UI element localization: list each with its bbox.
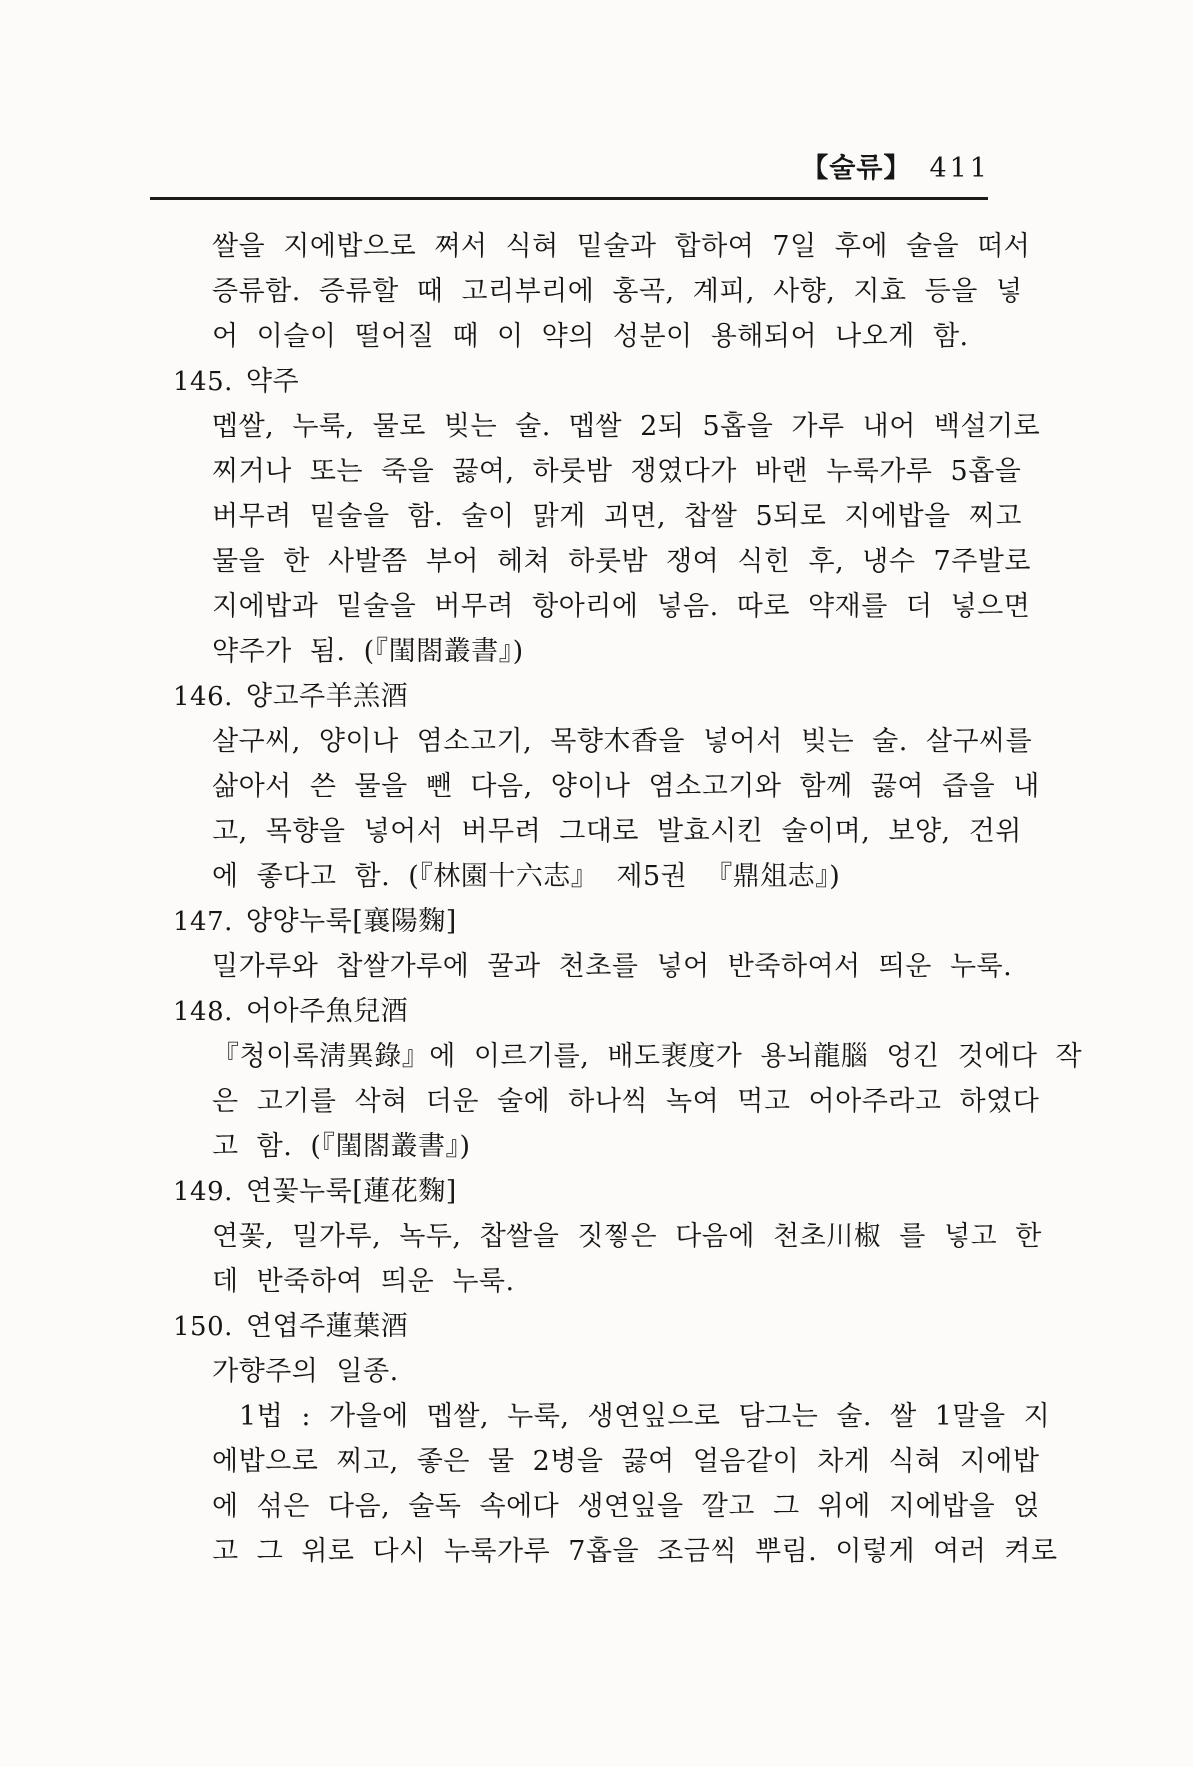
text-line: 에 섞은 다음, 술독 속에다 생연잎을 깔고 그 위에 지에밥을 얹 <box>212 1491 1040 1522</box>
entry-title: 연꽃누룩[蓮花麴] <box>245 1176 457 1207</box>
text-line: 약주가 됨. (『閨閤叢書』) <box>212 636 524 667</box>
text-line: 버무려 밑술을 함. 술이 맑게 괴면, 찹쌀 5되로 지에밥을 찌고 <box>212 501 1022 532</box>
text-line: 고 그 위로 다시 누룩가루 7홉을 조금씩 뿌림. 이렇게 여러 켜로 <box>212 1536 1058 1567</box>
text-line: 살구씨, 양이나 염소고기, 목향木香을 넣어서 빚는 술. 살구씨를 <box>212 726 1033 757</box>
entry-number: 149. <box>173 1177 233 1207</box>
text-line: 멥쌀, 누룩, 물로 빚는 술. 멥쌀 2되 5홉을 가루 내어 백설기로 <box>212 411 1041 442</box>
page-body <box>173 224 1083 1574</box>
entry-title: 어아주魚兒酒 <box>245 996 409 1027</box>
text-line: 물을 한 사발쯤 부어 헤쳐 하룻밤 쟁여 식힌 후, 냉수 7주발로 <box>212 546 1031 577</box>
text-line: 증류함. 증류할 때 고리부리에 홍곡, 계피, 사향, 지효 등을 넣 <box>212 276 1023 307</box>
text-line: 삶아서 쓴 물을 뺀 다음, 양이나 염소고기와 함께 끓여 즙을 내 <box>212 771 1040 802</box>
entry-number: 145. <box>173 367 233 397</box>
text-line: 지에밥과 밑술을 버무려 항아리에 넣음. 따로 약재를 더 넣으면 <box>212 591 1031 622</box>
text-line: 가향주의 일종. <box>212 1356 399 1387</box>
entry-heading-147 <box>173 899 1013 944</box>
section-label: 【술류】 <box>801 153 912 184</box>
entry-heading-145 <box>173 359 1013 404</box>
text-line: 밀가루와 찹쌀가루에 꿀과 천초를 넣어 반죽하여서 띄운 누룩. <box>212 951 1013 982</box>
entry-number: 146. <box>173 682 233 712</box>
entry-title: 양양누룩[襄陽麴] <box>245 906 457 937</box>
header-rule <box>150 197 988 200</box>
text-line: 『청이록淸異錄』에 이르기를, 배도裵度가 용뇌龍腦 엉긴 것에다 작 <box>212 1041 1083 1072</box>
entry-heading-149 <box>173 1169 1013 1214</box>
entry-number: 150. <box>173 1312 233 1342</box>
text-line: 데 반죽하여 띄운 누룩. <box>212 1266 515 1297</box>
text-line: 고, 목향을 넣어서 버무려 그대로 발효시킨 술이며, 보양, 건위 <box>212 816 1022 847</box>
text-line: 1법 : 가을에 멥쌀, 누룩, 생연잎으로 담그는 술. 쌀 1말을 지 <box>239 1401 1051 1432</box>
text-line: 에 좋다고 함. (『林園十六志』 제5권 『鼎俎志』) <box>212 861 841 892</box>
text-line: 고 함. (『閨閤叢書』) <box>212 1131 471 1162</box>
entry-title: 연엽주蓮葉酒 <box>245 1311 409 1342</box>
entry-number: 147. <box>173 907 233 937</box>
entry-number: 148. <box>173 997 233 1027</box>
text-line: 찌거나 또는 죽을 끓여, 하룻밤 쟁였다가 바랜 누룩가루 5홉을 <box>212 456 1022 487</box>
entry-heading-146 <box>173 674 1013 719</box>
text-line: 은 고기를 삭혀 더운 술에 하나씩 녹여 먹고 어아주라고 하였다 <box>212 1086 1040 1117</box>
text-line: 에밥으로 찌고, 좋은 물 2병을 끓여 얼음같이 차게 식혀 지에밥 <box>212 1446 1040 1477</box>
entry-heading-148 <box>173 989 1013 1034</box>
page-header <box>801 146 990 185</box>
entry-heading-150 <box>173 1304 1013 1349</box>
entry-title: 양고주羊羔酒 <box>245 681 409 712</box>
text-line: 쌀을 지에밥으로 쪄서 식혀 밑술과 합하여 7일 후에 술을 떠서 <box>212 231 1031 262</box>
text-line: 어 이슬이 떨어질 때 이 약의 성분이 용해되어 나오게 함. <box>212 321 969 352</box>
text-line: 연꽃, 밀가루, 녹두, 찹쌀을 짓찧은 다음에 천초川椒 를 넣고 한 <box>212 1221 1042 1252</box>
page-number: 411 <box>929 153 990 184</box>
entry-title: 약주 <box>245 366 300 397</box>
